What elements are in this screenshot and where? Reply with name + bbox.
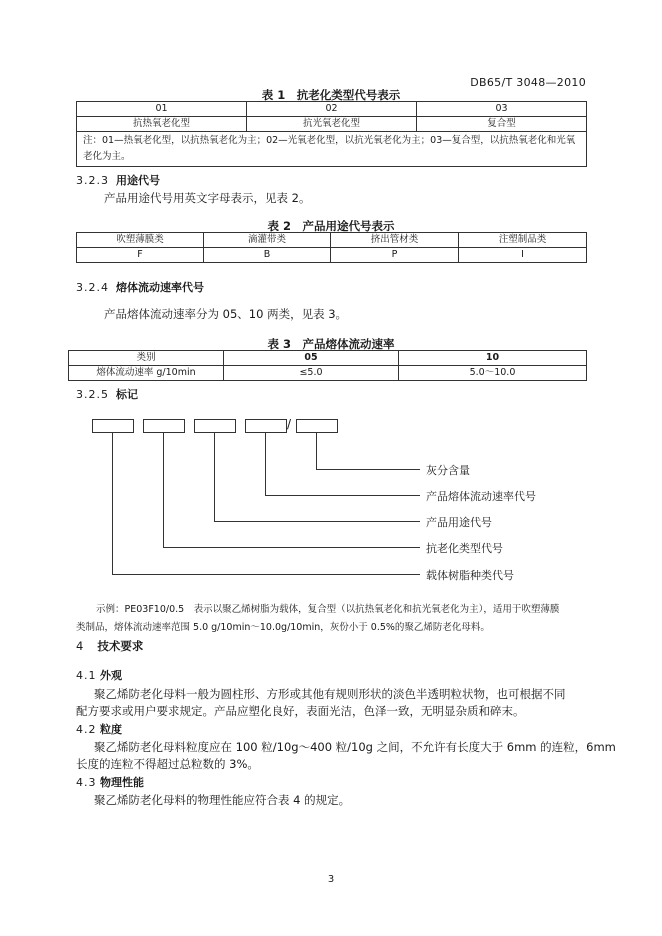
table-cell: B [204,248,331,263]
section-heading [76,774,144,790]
page-number: 3 [327,874,335,885]
label-melt-flow-code: 产品熔体流动速率代号 [426,490,536,503]
table-cell: 03 [417,102,587,117]
table-cell: 05 [224,351,399,366]
table2-caption: 表 2 产品用途代号表示 [267,219,395,233]
section-title: 粒度 [100,723,122,736]
document-id: DB65/T 3048—2010 [470,76,586,89]
label-aging-type-code: 抗老化类型代号 [426,542,503,555]
code-box-melt-flow [245,419,287,433]
code-box-resin [92,419,134,433]
table-cell: 抗光氧老化型 [247,117,417,132]
paragraph-line: 聚乙烯防老化母料粒度应在 100 粒/10g～400 粒/10g 之间，不允许有长度大于 6mm 的连粒，6mm [94,740,616,754]
section-number: 4 [76,639,84,653]
table-row [69,351,587,366]
section-title: 技术要求 [97,639,144,653]
table-row [77,233,587,248]
section-number: 3.2.4 [76,281,109,294]
section-number: 4.1 [76,669,97,682]
label-resin-type-code: 载体树脂种类代号 [426,569,514,582]
section-number: 4.2 [76,723,97,736]
table-cell: I [459,248,587,263]
table-cell: 复合型 [417,117,587,132]
paragraph: 产品用途代号用英文字母表示，见表 2。 [104,191,311,205]
table-cell: 10 [399,351,587,366]
section-heading [76,721,122,737]
section-title: 用途代号 [116,174,160,187]
section-title: 外观 [100,669,122,682]
table-cell: ≤5.0 [224,366,399,381]
table-row [69,366,587,381]
section-number: 4.3 [76,776,97,789]
table-cell: 挤出管材类 [331,233,459,248]
table-cell: 滴灌带类 [204,233,331,248]
table-row [77,132,587,167]
leader-line [265,433,266,495]
slash-separator: / [287,417,292,431]
section-heading [76,638,143,654]
table-row [77,117,587,132]
section-number: 3.2.3 [76,174,109,187]
table3 [68,350,587,381]
table-cell: 类别 [69,351,224,366]
paragraph-line: 配方要求或用户要求规定。产品应塑化良好，表面光洁，色泽一致，无明显杂质和碎末。 [76,704,525,718]
table-cell: 吹塑薄膜类 [77,233,204,248]
paragraph-line: 聚乙烯防老化母料一般为圆柱形、方形或其他有规则形状的淡色半透明粒状物，也可根据不同 [94,687,566,701]
table-cell: 抗热氧老化型 [77,117,247,132]
table1 [76,101,587,167]
table-cell: 01 [77,102,247,117]
leader-line [214,433,215,521]
table-cell: F [77,248,204,263]
label-ash-content: 灰分含量 [426,464,470,477]
table-cell: 5.0～10.0 [399,366,587,381]
paragraph-line: 长度的连粒不得超过总粒数的 3%。 [76,757,259,771]
code-box-usage [194,419,236,433]
leader-line [163,547,420,548]
leader-line [214,521,420,522]
paragraph: 聚乙烯防老化母料的物理性能应符合表 4 的规定。 [94,793,351,807]
section-title: 物理性能 [100,776,144,789]
table-cell: P [331,248,459,263]
example-line: 类制品，熔体流动速率范围 5.0 g/10min～10.0g/10min，灰份小于 0.5%的聚乙烯防老化母料。 [76,622,490,633]
example-line: 示例：PE03F10/0.5 表示以聚乙烯树脂为载体，复合型（以抗热氧老化和抗光氧老化为主），适用于吹塑薄膜 [96,604,560,615]
paragraph: 产品熔体流动速率分为 05、10 两类，见表 3。 [104,307,348,321]
table1-note: 注：01—热氧老化型，以抗热氧老化为主；02—光氧老化型，以抗光氧老化为主；03—复合型，以抗热氧老化和光氧老化为主。 [77,132,587,167]
table-row [77,248,587,263]
leader-line [265,495,420,496]
table3-caption: 表 3 产品熔体流动速率 [267,337,395,351]
table-cell: 02 [247,102,417,117]
leader-line [316,433,317,469]
section-heading [76,172,160,188]
table-row [77,102,587,117]
code-box-aging-type [143,419,185,433]
label-usage-code: 产品用途代号 [426,516,492,529]
leader-line [112,433,113,574]
section-number: 3.2.5 [76,388,109,401]
section-heading [76,386,138,402]
leader-line [316,469,420,470]
table-cell: 熔体流动速率 g/10min [69,366,224,381]
table2 [76,232,587,263]
leader-line [163,433,164,547]
section-heading [76,667,122,683]
section-title: 熔体流动速率代号 [116,281,204,294]
section-title: 标记 [116,388,138,401]
table-cell: 注塑制品类 [459,233,587,248]
section-heading [76,279,204,295]
leader-line [112,574,420,575]
table1-caption: 表 1 抗老化类型代号表示 [261,88,401,102]
code-box-ash [296,419,338,433]
